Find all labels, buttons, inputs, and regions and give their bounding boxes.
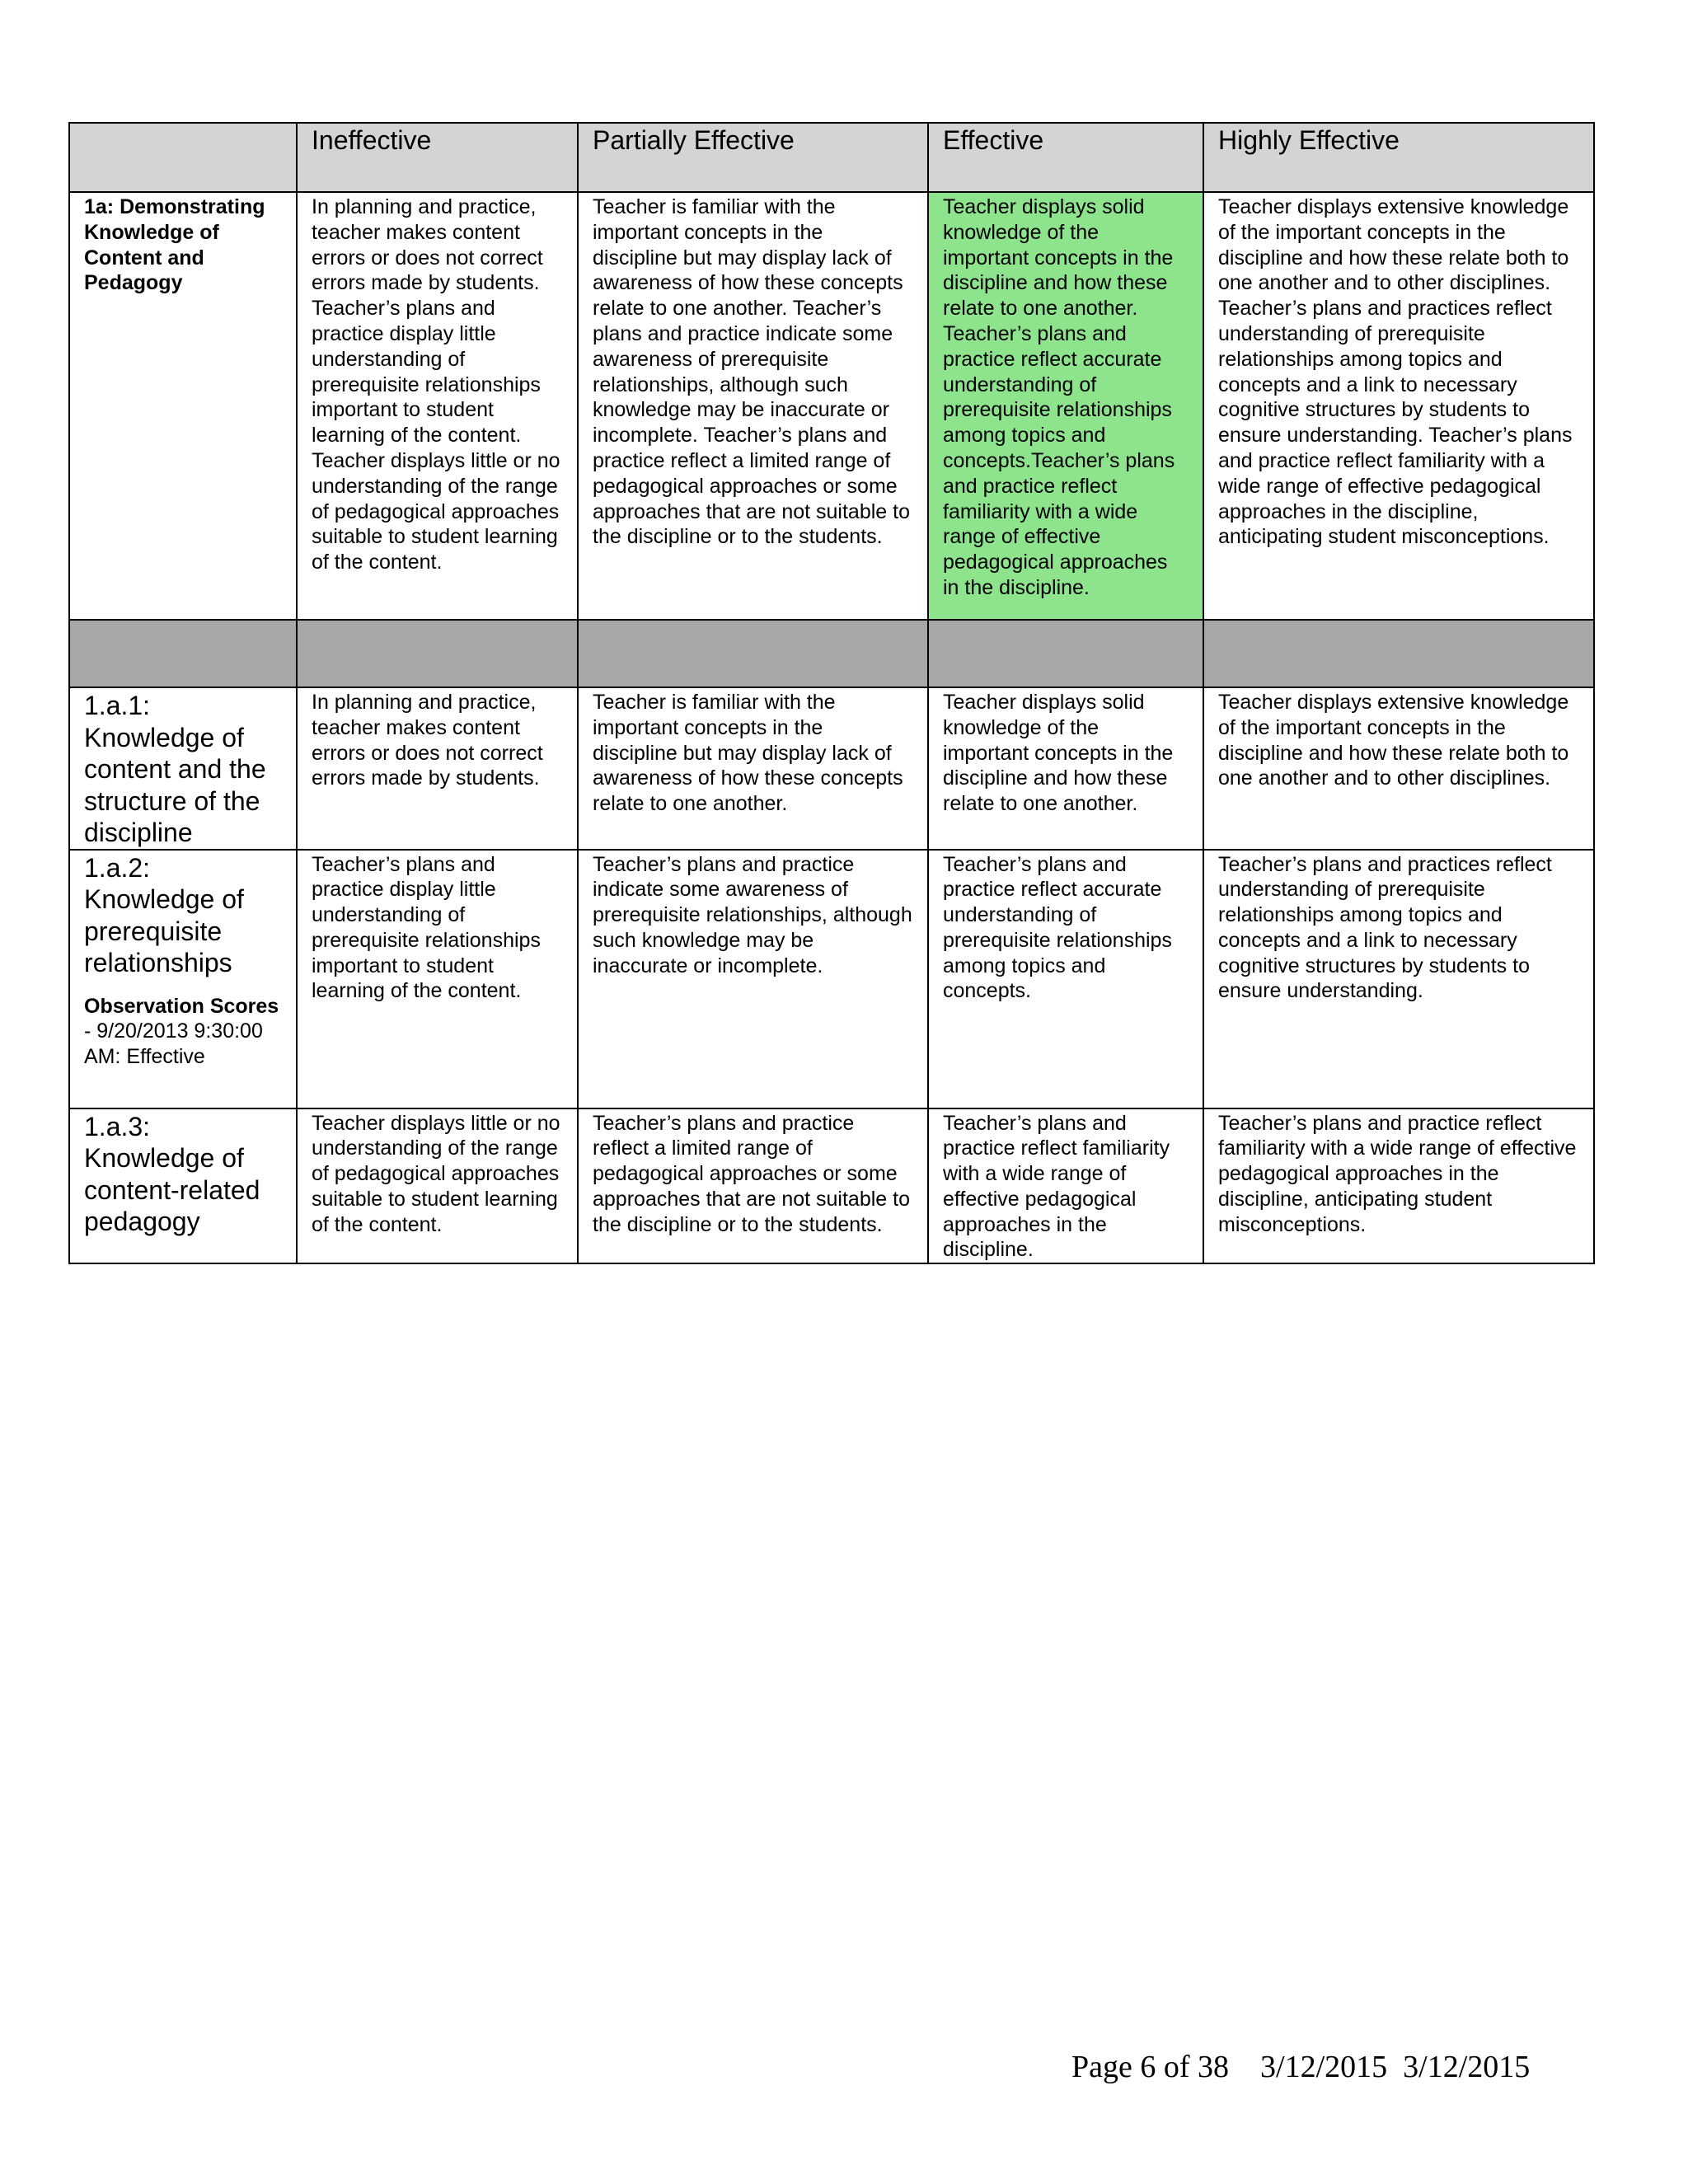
- component-descriptor-highly-effective: Teacher’s plans and practices reflect understanding of prerequisite relationships among topics and concepts and a link to necessary cognitive structures by students to ensure understanding.: [1203, 850, 1594, 1108]
- separator-cell: [578, 620, 928, 687]
- domain-row: [69, 192, 1594, 620]
- domain-title: 1a: Demonstrating Knowledge of Content and Pedagogy: [69, 192, 297, 620]
- header-highly-effective: Highly Effective: [1203, 123, 1594, 192]
- component-row: [69, 687, 1594, 850]
- component-descriptor-partially-effective: Teacher’s plans and practice reflect a limited range of pedagogical approaches or some approaches that are not suitable to the discipline or to the students.: [578, 1108, 928, 1264]
- component-title-cell: [69, 687, 297, 850]
- component-title-cell: [69, 1108, 297, 1264]
- header-partially-effective: Partially Effective: [578, 123, 928, 192]
- page-footer: [1071, 2049, 1582, 2085]
- domain-descriptor-highly-effective: Teacher displays extensive knowledge of the important concepts in the discipline and how these relate both to one another and to other disciplines. Teacher’s plans and practices reflect understanding of prerequisite relationships among topics and concepts and a link to necessary cognitive structures by students to ensure understanding. Teacher’s plans and practice reflect familiarity with a wide range of effective pedagogical approaches in the discipline, anticipating student misconceptions.: [1203, 192, 1594, 620]
- component-title: 1.a.1: Knowledge of content and the structure of the discipline: [84, 691, 266, 847]
- component-descriptor-partially-effective: Teacher’s plans and practice indicate some awareness of prerequisite relationships, although such knowledge may be inaccurate or incomplete.: [578, 850, 928, 1108]
- domain-descriptor-effective-selected: Teacher displays solid knowledge of the important concepts in the discipline and how these relate to one another. Teacher’s plans and practice reflect accurate understanding of prerequisite relationships among topics and concepts.Teacher’s plans and practice reflect familiarity with a wide range of effective pedagogical approaches in the discipline.: [928, 192, 1203, 620]
- domain-descriptor-partially-effective: Teacher is familiar with the important concepts in the discipline but may display lack of awareness of how these concepts relate to one another. Teacher’s plans and practice indicate some awareness of prerequisite relationships, although such knowledge may be inaccurate or incomplete. Teacher’s plans and practice reflect a limited range of pedagogical approaches or some approaches that are not suitable to the discipline or to the students.: [578, 192, 928, 620]
- footer-date: 3/12/2015: [1403, 2050, 1531, 2084]
- separator-cell: [1203, 620, 1594, 687]
- component-descriptor-partially-effective: Teacher is familiar with the important concepts in the discipline but may display lack of awareness of how these concepts relate to one another.: [578, 687, 928, 850]
- component-descriptor-effective: Teacher’s plans and practice reflect accurate understanding of prerequisite relationships among topics and concepts.: [928, 850, 1203, 1108]
- component-descriptor-ineffective: Teacher’s plans and practice display little understanding of prerequisite relationships important to student learning of the content.: [297, 850, 578, 1108]
- component-row: [69, 850, 1594, 1108]
- component-descriptor-highly-effective: Teacher’s plans and practice reflect familiarity with a wide range of effective pedagogical approaches in the discipline, anticipating student misconceptions.: [1203, 1108, 1594, 1264]
- separator-cell: [928, 620, 1203, 687]
- component-descriptor-highly-effective: Teacher displays extensive knowledge of the important concepts in the discipline and how these relate both to one another and to other disciplines.: [1203, 687, 1594, 850]
- page-number: Page 6 of 38: [1071, 2050, 1230, 2084]
- component-descriptor-ineffective: In planning and practice, teacher makes content errors or does not correct errors made by students.: [297, 687, 578, 850]
- component-row: [69, 1108, 1594, 1264]
- separator-cell: [297, 620, 578, 687]
- component-descriptor-ineffective: Teacher displays little or no understanding of the range of pedagogical approaches suitable to student learning of the content.: [297, 1108, 578, 1264]
- separator-row: [69, 620, 1594, 687]
- component-descriptor-effective: Teacher’s plans and practice reflect familiarity with a wide range of effective pedagogical approaches in the discipline.: [928, 1108, 1203, 1264]
- component-title: 1.a.3: Knowledge of content-related pedagogy: [84, 1111, 260, 1236]
- component-descriptor-effective: Teacher displays solid knowledge of the important concepts in the discipline and how these relate to one another.: [928, 687, 1203, 850]
- header-corner-cell: [69, 123, 297, 192]
- header-ineffective: Ineffective: [297, 123, 578, 192]
- footer-date: 3/12/2015: [1260, 2050, 1388, 2084]
- header-effective: Effective: [928, 123, 1203, 192]
- rubric-header-row: [69, 123, 1594, 192]
- component-title-cell: [69, 850, 297, 1108]
- observation-score-entry: - 9/20/2013 9:30:00 AM: Effective: [84, 1019, 263, 1068]
- observation-scores-heading: Observation Scores: [84, 994, 279, 1018]
- component-title: 1.a.2: Knowledge of prerequisite relationships: [84, 852, 244, 977]
- rubric-table: [68, 122, 1595, 1264]
- separator-cell: [69, 620, 297, 687]
- domain-descriptor-ineffective: In planning and practice, teacher makes content errors or does not correct errors made by students. Teacher’s plans and practice display little understanding of prerequisite relationships important to student learning of the content. Teacher displays little or no understanding of the range of pedagogical approaches suitable to student learning of the content.: [297, 192, 578, 620]
